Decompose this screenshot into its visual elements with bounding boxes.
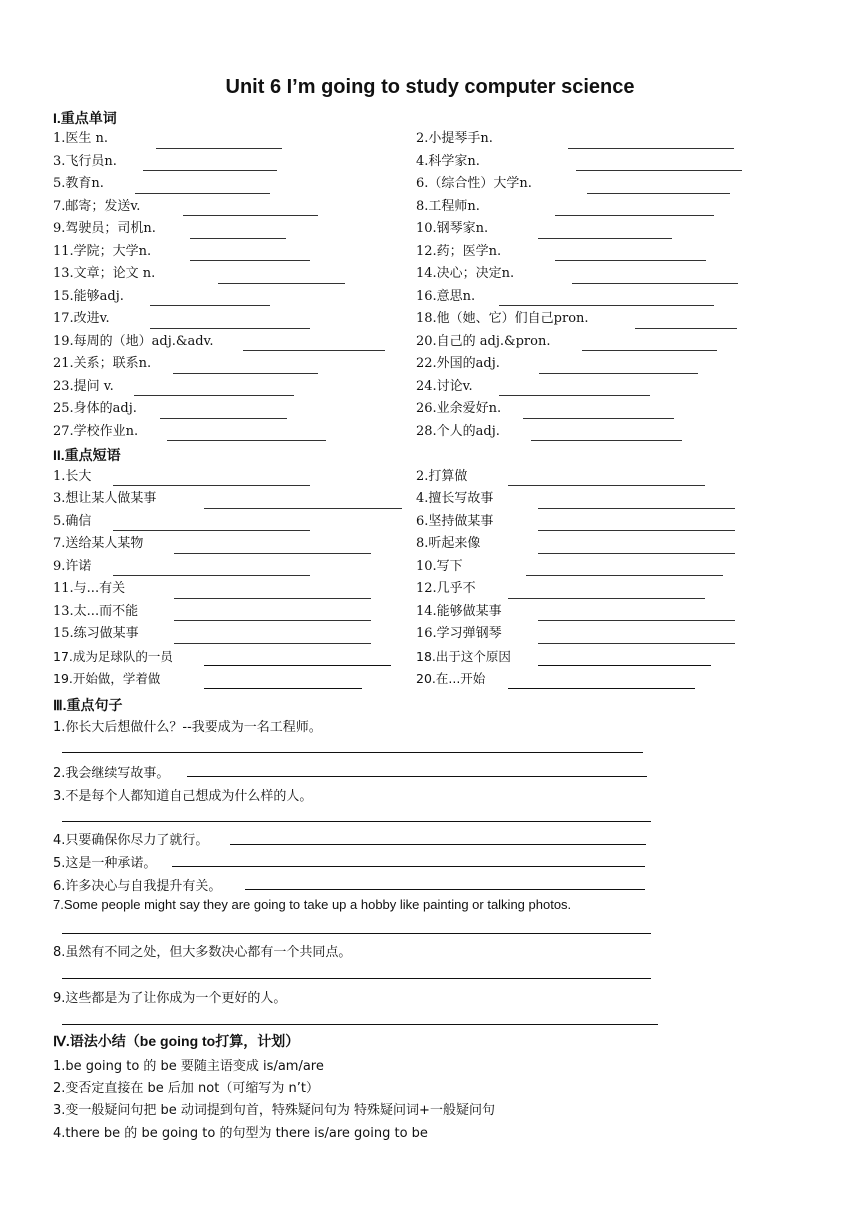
- phrase-item: 7.送给某人某物: [53, 536, 144, 551]
- word-item: 26.业余爱好n.: [416, 401, 502, 416]
- sentence-item: 4.只要确保你尽力了就行。: [53, 833, 209, 848]
- phrase-item: 8.听起来像: [416, 536, 481, 551]
- page-title: Unit 6 I’m going to study computer science: [225, 76, 635, 98]
- word-item: 20.自己的 adj.&pron.: [416, 334, 551, 349]
- word-item: 8.工程师n.: [416, 199, 480, 214]
- answer-blank[interactable]: [62, 933, 651, 934]
- word-item: 9.驾驶员；司机n.: [53, 221, 156, 236]
- grammar-item: 1.be going to 的 be 要随主语变成 is/am/are: [53, 1059, 324, 1074]
- answer-blank[interactable]: [531, 440, 682, 441]
- phrase-item: 6.坚持做某事: [416, 514, 494, 529]
- answer-blank[interactable]: [113, 575, 310, 576]
- answer-blank[interactable]: [508, 598, 705, 599]
- answer-blank[interactable]: [635, 328, 737, 329]
- sentence-item: 9.这些都是为了让你成为一个更好的人。: [53, 991, 287, 1006]
- word-item: 13.文章；论文 n.: [53, 266, 156, 281]
- answer-blank[interactable]: [572, 283, 738, 284]
- phrase-item: 17.成为足球队的一员: [53, 649, 173, 664]
- word-item: 6.（综合性）大学n.: [416, 176, 532, 191]
- word-item: 10.钢琴家n.: [416, 221, 489, 236]
- section-grammar-heading: Ⅳ.语法小结（be going to打算，计划）: [53, 1033, 300, 1049]
- answer-blank[interactable]: [113, 485, 310, 486]
- phrase-item: 2.打算做: [416, 469, 468, 484]
- phrase-item: 11.与...有关: [53, 581, 126, 596]
- phrase-item: 13.太...而不能: [53, 604, 139, 619]
- word-item: 5.教育n.: [53, 176, 104, 191]
- answer-blank[interactable]: [150, 305, 270, 306]
- word-item: 25.身体的adj.: [53, 401, 137, 416]
- answer-blank[interactable]: [526, 575, 723, 576]
- word-item: 12.药；医学n.: [416, 244, 502, 259]
- word-item: 17.改进v.: [53, 311, 110, 326]
- word-item: 16.意思n.: [416, 289, 476, 304]
- answer-blank[interactable]: [183, 215, 318, 216]
- word-item: 14.决心；决定n.: [416, 266, 515, 281]
- answer-blank[interactable]: [538, 620, 735, 621]
- answer-blank[interactable]: [576, 170, 742, 171]
- sentence-item: 6.许多决心与自我提升有关。: [53, 879, 222, 894]
- answer-blank[interactable]: [174, 643, 371, 644]
- phrase-item: 20.在...开始: [416, 671, 486, 686]
- section-key-phrases-heading: II.重点短语: [53, 447, 121, 463]
- sentence-item: 2.我会继续写故事。: [53, 766, 170, 781]
- answer-blank[interactable]: [539, 373, 698, 374]
- answer-blank[interactable]: [113, 530, 310, 531]
- word-item: 24.讨论v.: [416, 379, 473, 394]
- answer-blank[interactable]: [134, 395, 294, 396]
- grammar-item: 2.变否定直接在 be 后加 not（可缩写为 n’t）: [53, 1081, 319, 1096]
- answer-blank[interactable]: [523, 418, 674, 419]
- phrase-item: 16.学习弹钢琴: [416, 626, 502, 641]
- sentence-item: 1.你长大后想做什么？--我要成为一名工程师。: [53, 720, 322, 735]
- answer-blank[interactable]: [538, 238, 672, 239]
- phrase-item: 12.几乎不: [416, 581, 476, 596]
- phrase-item: 3.想让某人做某事: [53, 491, 157, 506]
- word-item: 1.医生 n.: [53, 131, 109, 146]
- answer-blank[interactable]: [508, 485, 705, 486]
- grammar-item: 3.变一般疑问句把 be 动词提到句首，特殊疑问句为 特殊疑问词+一般疑问句: [53, 1103, 495, 1118]
- phrase-item: 4.擅长写故事: [416, 491, 494, 506]
- phrase-item: 14.能够做某事: [416, 604, 502, 619]
- section-key-sentences-heading: Ⅲ.重点句子: [53, 697, 123, 713]
- word-item: 18.他（她、它）们自己pron.: [416, 311, 589, 326]
- word-item: 19.每周的（地）adj.&adv.: [53, 334, 214, 349]
- answer-blank[interactable]: [243, 350, 385, 351]
- answer-blank[interactable]: [230, 844, 646, 845]
- sentence-item: 5.这是一种承诺。: [53, 856, 157, 871]
- answer-blank[interactable]: [508, 688, 695, 689]
- answer-blank[interactable]: [204, 688, 362, 689]
- answer-blank[interactable]: [245, 889, 645, 890]
- phrase-item: 9.许诺: [53, 559, 92, 574]
- answer-blank[interactable]: [499, 395, 650, 396]
- phrase-item: 10.写下: [416, 559, 463, 574]
- answer-blank[interactable]: [218, 283, 345, 284]
- answer-blank[interactable]: [62, 978, 651, 979]
- word-item: 3.飞行员n.: [53, 154, 117, 169]
- sentence-item: 8.虽然有不同之处，但大多数决心都有一个共同点。: [53, 945, 352, 960]
- answer-blank[interactable]: [204, 665, 391, 666]
- answer-blank[interactable]: [160, 418, 287, 419]
- answer-blank[interactable]: [174, 620, 371, 621]
- word-item: 7.邮寄；发送v.: [53, 199, 141, 214]
- answer-blank[interactable]: [150, 328, 310, 329]
- word-item: 28.个人的adj.: [416, 424, 500, 439]
- answer-blank[interactable]: [204, 508, 402, 509]
- phrase-item: 1.长大: [53, 469, 92, 484]
- answer-blank[interactable]: [135, 193, 270, 194]
- answer-blank[interactable]: [174, 553, 371, 554]
- answer-blank[interactable]: [538, 553, 735, 554]
- answer-blank[interactable]: [568, 148, 734, 149]
- answer-blank[interactable]: [538, 530, 735, 531]
- answer-blank[interactable]: [582, 350, 717, 351]
- answer-blank[interactable]: [190, 238, 286, 239]
- sentence-item: 3.不是每个人都知道自己想成为什么样的人。: [53, 789, 313, 804]
- answer-blank[interactable]: [174, 598, 371, 599]
- word-item: 27.学校作业n.: [53, 424, 139, 439]
- answer-blank[interactable]: [62, 821, 651, 822]
- answer-blank[interactable]: [62, 1024, 658, 1025]
- sentence-item: 7.Some people might say they are going to take up a hobby like painting or talking photos.: [53, 897, 572, 912]
- answer-blank[interactable]: [190, 260, 310, 261]
- word-item: 23.提问 v.: [53, 379, 114, 394]
- answer-blank[interactable]: [538, 665, 711, 666]
- answer-blank[interactable]: [538, 643, 735, 644]
- phrase-item: 18.出于这个原因: [416, 649, 511, 664]
- word-item: 2.小提琴手n.: [416, 131, 493, 146]
- answer-blank[interactable]: [587, 193, 730, 194]
- word-item: 11.学院；大学n.: [53, 244, 152, 259]
- answer-blank[interactable]: [555, 260, 706, 261]
- answer-blank[interactable]: [499, 305, 714, 306]
- word-item: 22.外国的adj.: [416, 356, 500, 371]
- word-item: 21.关系；联系n.: [53, 356, 152, 371]
- word-item: 15.能够adj.: [53, 289, 124, 304]
- answer-blank[interactable]: [187, 776, 647, 777]
- answer-blank[interactable]: [172, 866, 645, 867]
- answer-blank[interactable]: [156, 148, 282, 149]
- answer-blank[interactable]: [555, 215, 714, 216]
- answer-blank[interactable]: [62, 752, 643, 753]
- phrase-item: 19.开始做，学着做: [53, 671, 161, 686]
- phrase-item: 15.练习做某事: [53, 626, 139, 641]
- word-item: 4.科学家n.: [416, 154, 480, 169]
- section-key-words-heading: I.重点单词: [53, 110, 117, 126]
- answer-blank[interactable]: [167, 440, 326, 441]
- answer-blank[interactable]: [538, 508, 735, 509]
- phrase-item: 5.确信: [53, 514, 92, 529]
- answer-blank[interactable]: [173, 373, 318, 374]
- grammar-item: 4.there be 的 be going to 的句型为 there is/are going to be: [53, 1126, 428, 1141]
- answer-blank[interactable]: [143, 170, 277, 171]
